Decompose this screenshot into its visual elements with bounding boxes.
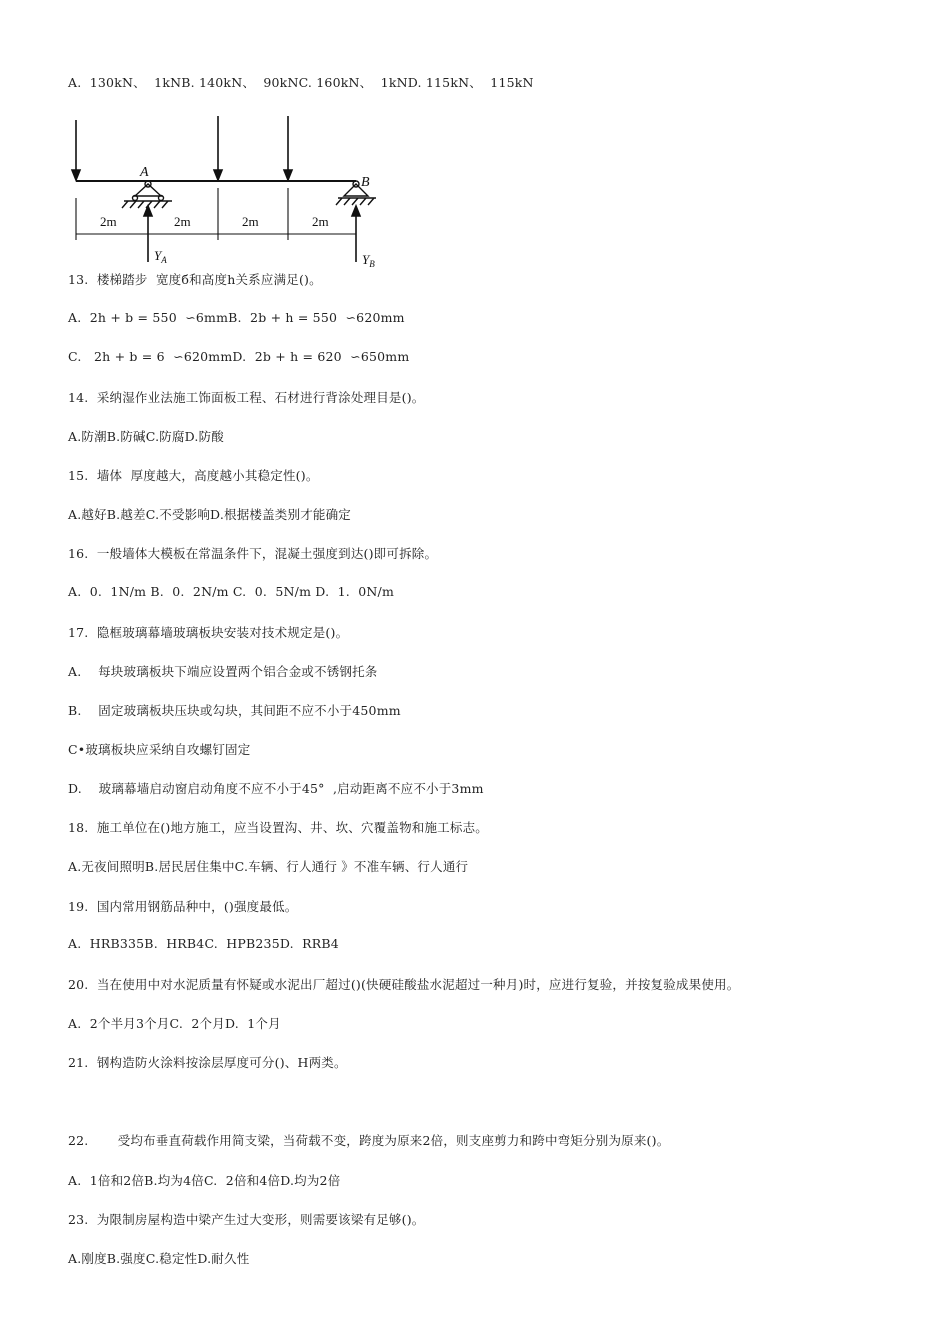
beam-diagram bbox=[62, 112, 392, 270]
answer-option-17c: C•玻璃板块应采纳自攻螺钉固定 bbox=[68, 742, 251, 757]
answer-options-12: A. 130kN、 1kNB. 140kN、 90kNC. 160kN、 1kND. 115kN、 115kN bbox=[68, 75, 534, 90]
answer-options-13b: C. 2h + b = 6 ∽620mmD. 2b + h = 620 ∽650mm bbox=[68, 349, 410, 364]
question-16: 16. 一般墙体大模板在常温条件下，混凝土强度到达()即可拆除。 bbox=[68, 546, 438, 561]
question-21: 21. 钢构造防火涂料按涂层厚度可分()、H两类。 bbox=[68, 1055, 347, 1070]
question-22: 22. 受均布垂直荷载作用简支梁，当荷载不变，跨度为原来2倍，则支座剪力和跨中弯矩分别为原来()。 bbox=[68, 1133, 670, 1148]
question-23: 23. 为限制房屋构造中梁产生过大变形，则需要该梁有足够()。 bbox=[68, 1212, 425, 1227]
support-a bbox=[122, 181, 172, 208]
answer-options-16: A. 0. 1N/m B. 0. 2N/m C. 0. 5N/m D. 1. 0N/m bbox=[68, 584, 395, 599]
answer-options-20: A. 2个半月3个月C. 2个月D. 1个月 bbox=[68, 1016, 281, 1031]
answer-option-17a: A. 每块玻璃板块下端应设置两个铝合金或不锈钢托条 bbox=[68, 664, 378, 679]
answer-option-17b: B. 固定玻璃板块压块或勾块，其间距不应不小于450mm bbox=[68, 703, 401, 718]
span-label-2: 2m bbox=[174, 214, 191, 229]
question-17: 17. 隐框玻璃幕墙玻璃板块安装对技术规定是()。 bbox=[68, 625, 349, 640]
answer-options-13a: A. 2h + b = 550 ∽6mmB. 2b + h = 550 ∽620mm bbox=[68, 310, 405, 325]
answer-options-14: A.防潮B.防碱C.防腐D.防酸 bbox=[68, 429, 225, 444]
question-18: 18. 施工单位在()地方施工，应当设置沟、井、坎、穴覆盖物和施工标志。 bbox=[68, 820, 488, 835]
answer-options-15: A.越好B.越差C.不受影响D.根据楼盖类别才能确定 bbox=[68, 507, 352, 522]
reaction-label-a: $Y_A$ bbox=[154, 248, 167, 265]
answer-options-23: A.刚度B.强度C.稳定性D.耐久性 bbox=[68, 1251, 250, 1266]
span-label-4: 2m bbox=[312, 214, 329, 229]
label-b: B bbox=[361, 175, 370, 190]
span-label-1: 2m bbox=[100, 214, 117, 229]
reaction-label-b: $Y_B$ bbox=[362, 252, 375, 269]
answer-options-22: A. 1倍和2倍B.均为4倍C. 2倍和4倍D.均为2倍 bbox=[68, 1173, 341, 1188]
question-13: 13. 楼梯踏步 宽度б和高度h关系应满足()。 bbox=[68, 272, 322, 287]
answer-option-17d: D. 玻璃幕墙启动窗启动角度不应不小于45° ,启动距离不应不小于3mm bbox=[68, 781, 484, 796]
answer-options-18: A.无夜间照明B.居民居住集中C.车辆、行人通行 》不准车辆、行人通行 bbox=[68, 859, 469, 874]
label-a: A bbox=[140, 165, 149, 180]
span-label-3: 2m bbox=[242, 214, 259, 229]
question-19: 19. 国内常用钢筋品种中，()强度最低。 bbox=[68, 899, 298, 914]
support-b bbox=[336, 181, 376, 205]
question-20: 20. 当在使用中对水泥质量有怀疑或水泥出厂超过()(快硬硅酸盐水泥超过一种月)时，应进行复验，并按复验成果使用。 bbox=[68, 977, 740, 992]
load-arrows bbox=[72, 116, 292, 180]
question-15: 15. 墙体 厚度越大，高度越小其稳定性()。 bbox=[68, 468, 319, 483]
answer-options-19: A. HRB335B. HRB4C. HPB235D. RRB4 bbox=[68, 936, 339, 951]
question-14: 14. 采纳湿作业法施工饰面板工程、石材进行背涂处理目是()。 bbox=[68, 390, 425, 405]
